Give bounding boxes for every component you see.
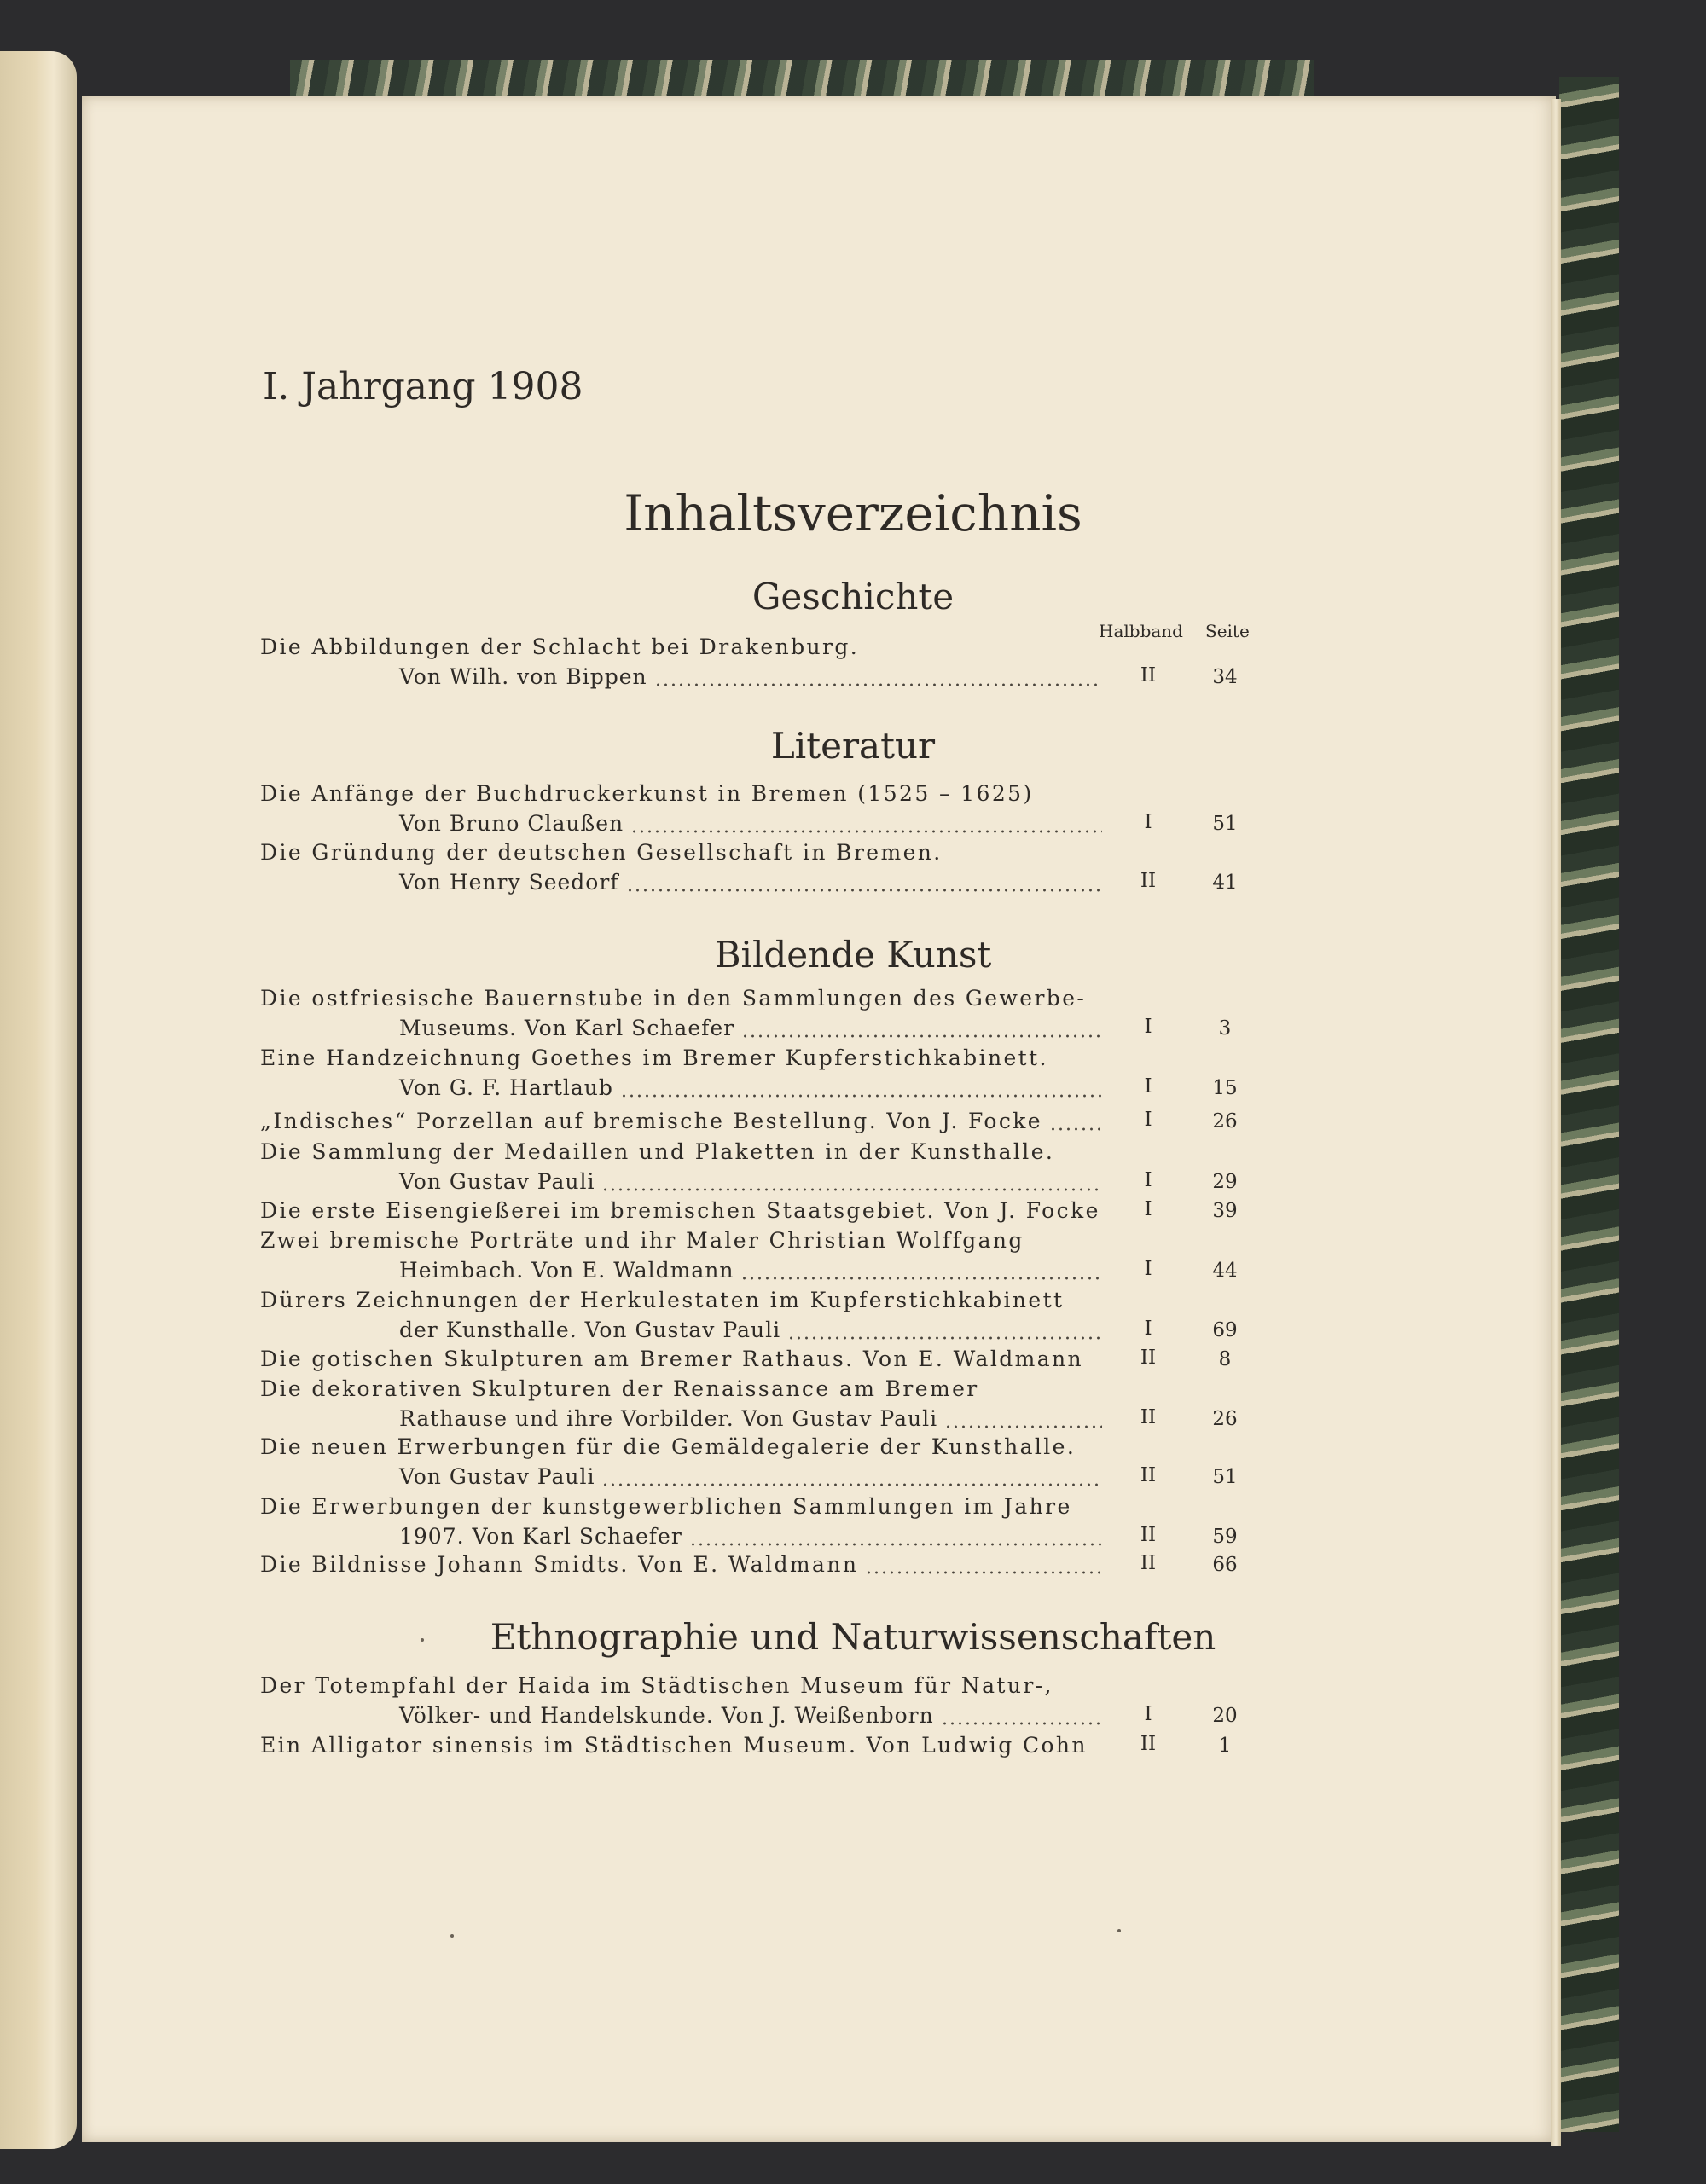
page-number: 26 <box>1212 1110 1238 1133</box>
page-title: Inhaltsverzeichnis <box>624 484 1082 542</box>
halbband-value: I <box>1144 1703 1152 1725</box>
page-number: 26 <box>1212 1408 1238 1430</box>
page-number: 20 <box>1212 1705 1238 1727</box>
entry-title: Die erste Eisengießerei im bremischen Staatsgebiet. Von J. Focke <box>260 1198 1100 1223</box>
halbband-value: I <box>1144 1258 1152 1280</box>
entry-author: Von Gustav Pauli <box>399 1169 595 1194</box>
paper-speck <box>450 1934 454 1938</box>
entry-title: Dürers Zeichnungen der Herkulestaten im Kupferstichkabinett <box>260 1288 1065 1312</box>
entry-title: Zwei bremische Porträte und ihr Maler Christian Wolffgang <box>260 1228 1024 1253</box>
halbband-value: II <box>1140 870 1157 892</box>
entry-title: Die Gründung der deutschen Gesellschaft in Bremen. <box>260 840 943 865</box>
halbband-value: II <box>1140 1524 1157 1546</box>
entry-title: Ein Alligator sinensis im Städtischen Museum. Von Ludwig Cohn <box>260 1733 1088 1758</box>
entry-author: 1907. Von Karl Schaefer <box>399 1524 682 1549</box>
entry-title: Die Bildnisse Johann Smidts. Von E. Waldmann <box>260 1552 859 1577</box>
column-header-seite: Seite <box>1205 621 1250 641</box>
page-number: 39 <box>1212 1200 1238 1222</box>
halbband-value: I <box>1144 1169 1152 1191</box>
entry-title: Die Sammlung der Medaillen und Plaketten in der Kunsthalle. <box>260 1139 1055 1164</box>
page-number: 15 <box>1212 1077 1238 1099</box>
entry-author: Heimbach. Von E. Waldmann <box>399 1258 734 1283</box>
halbband-value: II <box>1140 664 1157 686</box>
halbband-value: II <box>1140 1347 1157 1369</box>
halbband-value: II <box>1140 1733 1157 1755</box>
halbband-value: II <box>1140 1406 1157 1428</box>
leader-dots <box>941 1722 1102 1725</box>
entry-title: Die ostfriesische Bauernstube in den Sammlungen des Gewerbe- <box>260 986 1087 1011</box>
entry-author: Rathause und ihre Vorbilder. Von Gustav Pauli <box>399 1406 938 1431</box>
page-number: 41 <box>1212 872 1238 894</box>
leader-dots <box>630 830 1102 833</box>
page-number: 59 <box>1212 1526 1238 1548</box>
leader-dots <box>626 889 1102 892</box>
marbled-binding-right <box>1559 77 1619 2132</box>
page-stack-edge <box>1551 99 1561 2146</box>
entry-title: Die Anfänge der Buchdruckerkunst in Bremen (1525 – 1625) <box>260 781 1034 806</box>
entry-title: Die dekorativen Skulpturen der Renaissance am Bremer <box>260 1376 979 1401</box>
leader-dots <box>1049 1127 1102 1131</box>
page-number: 29 <box>1212 1171 1238 1193</box>
halbband-value: I <box>1144 811 1152 833</box>
page-number: 69 <box>1212 1319 1238 1341</box>
page-number: 44 <box>1212 1260 1238 1282</box>
page-number: 3 <box>1218 1017 1232 1040</box>
entry-title: Die Abbildungen der Schlacht bei Drakenburg. <box>260 634 860 659</box>
column-header-halbband: Halbband <box>1099 621 1183 641</box>
halbband-value: I <box>1144 1109 1152 1131</box>
section-heading: Ethnographie und Naturwissenschaften <box>490 1616 1216 1658</box>
leader-dots <box>620 1094 1102 1098</box>
entry-author: Von Gustav Pauli <box>399 1464 595 1489</box>
entry-author: Von Wilh. von Bippen <box>399 664 647 689</box>
entry-title: Die neuen Erwerbungen für die Gemäldegalerie der Kunsthalle. <box>260 1434 1076 1459</box>
leader-dots <box>654 683 1102 686</box>
page-number: 51 <box>1212 813 1238 835</box>
leader-dots <box>741 1034 1102 1038</box>
page-number: 8 <box>1218 1348 1232 1370</box>
entry-author: Von Bruno Claußen <box>399 811 624 836</box>
section-heading: Bildende Kunst <box>714 934 992 976</box>
entry-title: „Indisches“ Porzellan auf bremische Bestellung. Von J. Focke <box>260 1109 1042 1133</box>
leader-dots <box>740 1277 1102 1280</box>
halbband-value: II <box>1140 1464 1157 1486</box>
leader-dots <box>944 1425 1102 1428</box>
entry-title: Eine Handzeichnung Goethes im Bremer Kupferstichkabinett. <box>260 1046 1048 1070</box>
page-number: 51 <box>1212 1466 1238 1488</box>
volume-year: I. Jahrgang 1908 <box>263 365 583 408</box>
paper-speck <box>1117 1929 1121 1932</box>
halbband-value: I <box>1144 1198 1152 1220</box>
page-number: 1 <box>1218 1735 1232 1757</box>
entry-author: Von G. F. Hartlaub <box>399 1075 613 1100</box>
paper-speck <box>421 1638 424 1642</box>
leader-dots <box>787 1336 1102 1340</box>
left-page-edge <box>0 51 77 2149</box>
entry-author: Von Henry Seedorf <box>399 870 619 895</box>
leader-dots <box>689 1543 1102 1546</box>
entry-author: Völker- und Handelskunde. Von J. Weißenborn <box>399 1703 934 1728</box>
halbband-value: I <box>1144 1075 1152 1098</box>
halbband-value: I <box>1144 1016 1152 1038</box>
entry-author: Museums. Von Karl Schaefer <box>399 1016 735 1040</box>
entry-title: Die gotischen Skulpturen am Bremer Rathaus. Von E. Waldmann <box>260 1347 1084 1371</box>
entry-author: der Kunsthalle. Von Gustav Pauli <box>399 1318 781 1342</box>
page-number: 34 <box>1212 666 1238 688</box>
entry-title: Die Erwerbungen der kunstgewerblichen Sammlungen im Jahre <box>260 1494 1072 1519</box>
halbband-value: I <box>1144 1318 1152 1340</box>
leader-dots <box>601 1483 1102 1486</box>
leader-dots <box>865 1571 1102 1574</box>
halbband-value: II <box>1140 1552 1157 1574</box>
entry-title: Der Totempfahl der Haida im Städtischen Museum für Natur-, <box>260 1673 1053 1698</box>
section-heading: Literatur <box>770 725 936 767</box>
marbled-binding-top <box>290 60 1314 97</box>
section-heading: Geschichte <box>751 576 955 617</box>
page-number: 66 <box>1212 1554 1238 1576</box>
leader-dots <box>601 1188 1102 1191</box>
